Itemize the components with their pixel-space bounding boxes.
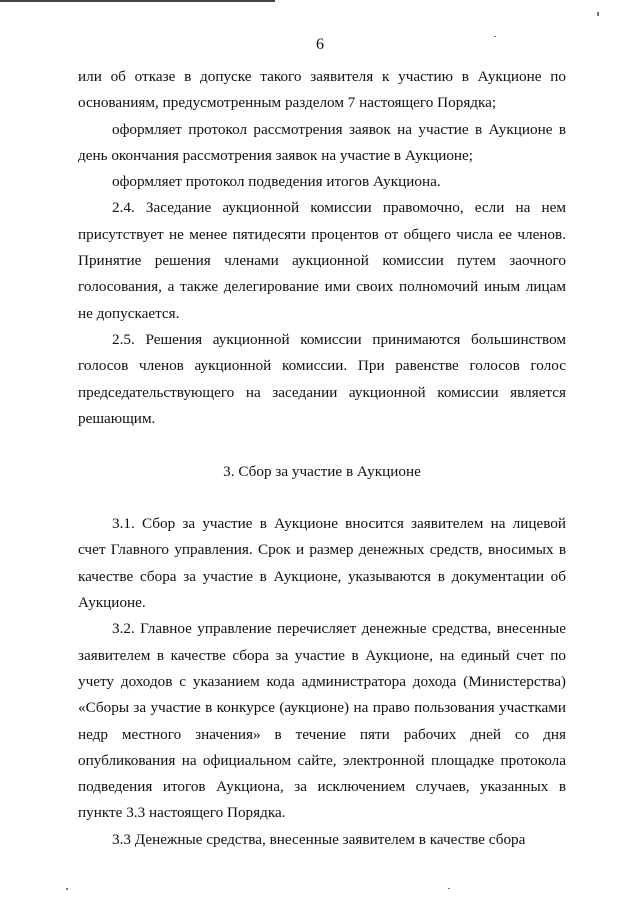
paragraph-2-4: 2.4. Заседание аукционной комиссии правомочно, если на нем присутствует не менее пятидесяти процентов от общего числа ее членов. Принятие решения членами аукционной комиссии путем заочного голосования, а также делегирование ими своих полномочий иным лицам не допускается.	[78, 199, 566, 322]
paragraph-2-5: 2.5. Решения аукционной комиссии принимаются большинством голосов членов аукционной комиссии. При равенстве голосов голос председательствующего на заседании аукционной комиссии является решающим.	[78, 330, 566, 427]
paragraph-3-2: 3.2. Главное управление перечисляет денежные средства, внесенные заявителем в качестве сбора за участие в Аукционе, на единый счет по учету доходов с указанием кода администратора дохода (Министерства) «Сборы за участие в конкурсе (аукционе) на право пользования участками недр местного значения» в течение пяти рабочих дней со дня опубликования на официальном сайте, электронной площадке протокола подведения итогов Аукциона, за исключением случаев, указанных в пункте 3.3 настоящего Порядка.	[78, 620, 566, 822]
scan-speck	[597, 12, 599, 16]
paragraph: оформляет протокол рассмотрения заявок на участие в Аукционе в день окончания рассмотрения заявок на участие в Аукционе;	[78, 120, 566, 164]
page-number: 6	[316, 36, 324, 53]
scan-speck	[448, 888, 450, 889]
paragraph: оформляет протокол подведения итогов Аукциона.	[112, 173, 441, 191]
document-body	[78, 64, 566, 853]
scan-speck	[66, 888, 68, 890]
section-3-heading: 3. Сбор за участие в Аукционе	[223, 463, 421, 481]
scan-top-rule	[0, 0, 275, 2]
paragraph: или об отказе в допуске такого заявителя к участию в Аукционе по основаниям, предусмотренным разделом 7 настоящего Порядка;	[78, 68, 566, 112]
paragraph-3-3: 3.3 Денежные средства, внесенные заявителем в качестве сбора	[112, 830, 526, 848]
paragraph-3-1: 3.1. Сбор за участие в Аукционе вносится заявителем на лицевой счет Главного управления. Срок и размер денежных средств, вносимых в качестве сбора за участие в Аукционе, указываются в документации об Аукционе.	[78, 515, 566, 612]
